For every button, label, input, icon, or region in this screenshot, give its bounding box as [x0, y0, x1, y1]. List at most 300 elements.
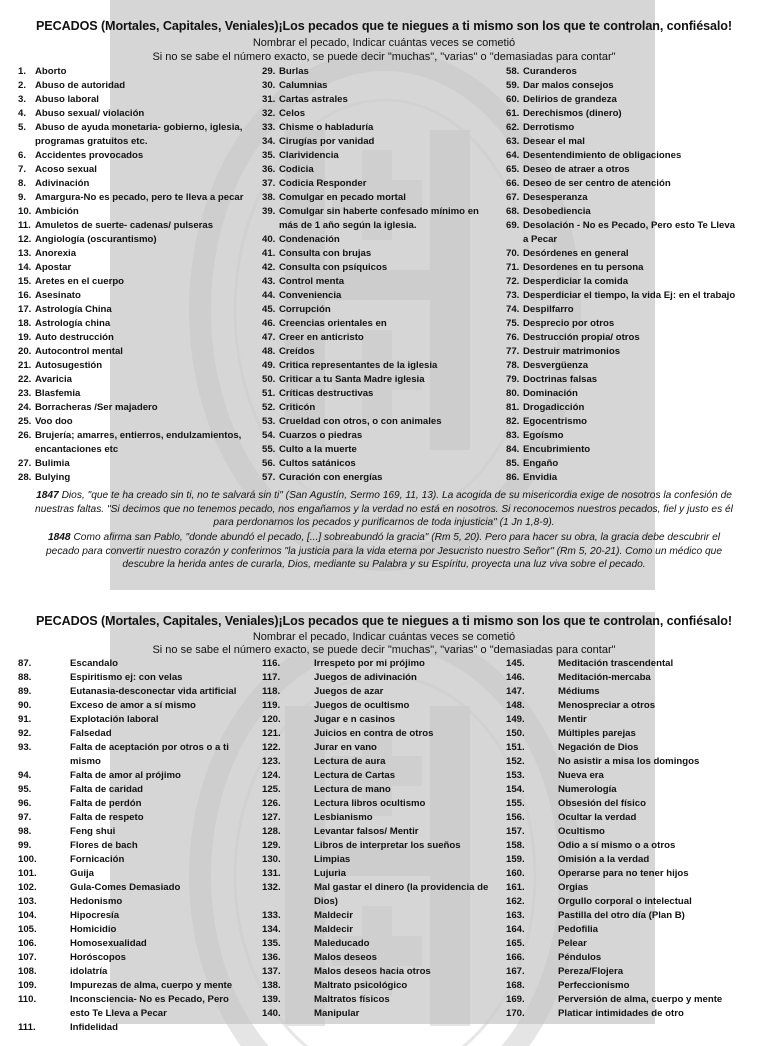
sin-number: 136.	[262, 952, 281, 963]
sin-number: 23.	[18, 388, 32, 399]
sin-number: 100.	[18, 854, 37, 865]
sin-list-item	[262, 923, 502, 937]
sin-label: Libros de interpretar los sueños	[314, 840, 461, 851]
sin-label: Pedofilia	[558, 924, 598, 935]
sin-list-item	[262, 671, 502, 685]
sin-list-item	[506, 993, 746, 1007]
sin-number: 29.	[262, 66, 276, 77]
sin-list-item	[262, 387, 497, 401]
sin-label: Péndulos	[558, 952, 602, 963]
sin-list-item	[262, 289, 497, 303]
sin-label: Burlas	[279, 66, 309, 77]
sin-number: 5.	[18, 122, 27, 133]
sin-label: Conveniencia	[279, 290, 342, 301]
sin-list-item	[506, 937, 746, 951]
sin-list-item	[18, 923, 243, 937]
sin-list-item	[262, 713, 502, 727]
sin-list-item	[262, 699, 502, 713]
sin-number: 133.	[262, 910, 281, 921]
sin-number: 78.	[506, 360, 520, 371]
sin-list-item	[262, 853, 502, 867]
sin-number: 132.	[262, 882, 281, 893]
sin-label: Maltratos físicos	[314, 994, 390, 1005]
sin-label: Juegos de ocultismo	[314, 700, 410, 711]
sin-list-item	[506, 671, 746, 685]
sin-label: Critica representantes de la iglesia	[279, 360, 438, 371]
sin-label: Hedonismo	[70, 896, 123, 907]
sin-label: Desear el mal	[523, 136, 585, 147]
sin-label: Acoso sexual	[35, 164, 97, 175]
sin-label: Maltrato psicológico	[314, 980, 408, 991]
sin-list-item	[18, 289, 246, 303]
sin-list-item	[262, 783, 502, 797]
sin-label: Abuso sexual/ violación	[35, 108, 145, 119]
sin-label: Falta de amor al prójimo	[70, 770, 181, 781]
sin-label: Autocontrol mental	[35, 346, 123, 357]
sin-list-item	[506, 853, 746, 867]
sin-label: Eutanasia-desconectar vida artificial	[70, 686, 237, 697]
sin-list-item	[262, 867, 502, 881]
page-subtitle-instructions: Nombrar el pecado, Indicar cuántas veces se cometió	[252, 631, 516, 643]
sin-label: Envidia	[523, 472, 558, 483]
sin-label: Omisión a la verdad	[558, 854, 650, 865]
sin-number: 53.	[262, 416, 276, 427]
sin-number: 93.	[18, 742, 32, 753]
sin-list-item	[262, 93, 497, 107]
sin-label: Falta de perdón	[70, 798, 142, 809]
sin-label: Exceso de amor a sí mismo	[70, 700, 196, 711]
sin-number: 70.	[506, 248, 520, 259]
sin-label: Celos	[279, 108, 306, 119]
sin-number: 10.	[18, 206, 32, 217]
sin-list-item	[506, 149, 741, 163]
sin-list-item	[506, 951, 746, 965]
sin-number: 20.	[18, 346, 32, 357]
sin-list-item	[18, 769, 243, 783]
sin-list-item	[18, 415, 246, 429]
sin-list-item	[506, 755, 746, 769]
sin-list-column-2	[262, 65, 497, 485]
sin-label: Lectura libros ocultismo	[314, 798, 426, 809]
sin-list-item	[18, 331, 246, 345]
sin-number: 30.	[262, 80, 276, 91]
sin-list-item	[262, 797, 502, 811]
sin-list-item	[262, 965, 502, 979]
sin-number: 116.	[262, 658, 281, 669]
sin-label: Desobediencia	[523, 206, 591, 217]
sin-list-item	[262, 317, 497, 331]
sin-number: 166.	[506, 952, 525, 963]
sin-number: 108.	[18, 966, 37, 977]
sin-number: 54.	[262, 430, 276, 441]
sin-number: 102.	[18, 882, 37, 893]
sin-label: Juegos de adivinación	[314, 672, 417, 683]
sin-label: Explotación laboral	[70, 714, 159, 725]
sin-number: 72.	[506, 276, 520, 287]
sin-list-item	[506, 331, 741, 345]
sin-label: Pastilla del otro día (Plan B)	[558, 910, 685, 921]
sin-number: 89.	[18, 686, 32, 697]
sin-list-item	[506, 345, 741, 359]
sin-list-item	[262, 727, 502, 741]
sin-label: Médiums	[558, 686, 600, 697]
sin-number: 99.	[18, 840, 32, 851]
catechism-text: Como afirma san Pablo, "donde abundó el pecado, [...] sobreabundó la gracia" (Rm 5, 20). Pero para hacer su obra, la gracia debe descubrir el pecado para convertir nuestro corazón y conferirnos "la justicia para la vida eterna por Jesucristo nuestro Señor" (Rm 5, 20-21). Como un médico que descubre la herida antes de curarla, Dios, mediante su Palabra y su Espíritu, proyecta una luz viva sobre el pecado.	[46, 532, 722, 571]
sin-label: Culto a la muerte	[279, 444, 357, 455]
sin-label: Orgullo corporal o intelectual	[558, 896, 692, 907]
sin-list-column-3	[506, 657, 746, 1021]
sin-list-item	[18, 685, 243, 699]
sin-label: Abuso laboral	[35, 94, 99, 105]
sin-list-column-3	[506, 65, 741, 485]
sin-number: 124.	[262, 770, 281, 781]
sin-number: 154.	[506, 784, 525, 795]
sin-list-item	[262, 401, 497, 415]
sin-number: 167.	[506, 966, 525, 977]
sin-number: 109.	[18, 980, 37, 991]
sin-number: 156.	[506, 812, 525, 823]
sin-list-item	[506, 825, 746, 839]
sin-number: 103.	[18, 896, 37, 907]
sin-number: 152.	[506, 756, 525, 767]
sin-number: 50.	[262, 374, 276, 385]
sin-list-item	[18, 727, 243, 741]
sin-number: 150.	[506, 728, 525, 739]
sin-list-item	[18, 303, 246, 317]
sin-list-item	[506, 387, 741, 401]
sin-list-item	[262, 163, 497, 177]
sin-label: Lectura de aura	[314, 756, 386, 767]
sin-label: Meditación trascendental	[558, 658, 674, 669]
sin-number: 59.	[506, 80, 520, 91]
sin-number: 67.	[506, 192, 520, 203]
sin-list-item	[506, 93, 741, 107]
sin-label: Homicidio	[70, 924, 117, 935]
sin-number: 65.	[506, 164, 520, 175]
sin-label: Anorexia	[35, 248, 77, 259]
sin-label: Gula-Comes Demasiado	[70, 882, 181, 893]
sin-list-item	[506, 373, 741, 387]
sin-number: 49.	[262, 360, 276, 371]
sin-list-item	[262, 457, 497, 471]
sin-number: 135.	[262, 938, 281, 949]
sin-number: 64.	[506, 150, 520, 161]
sin-label: idolatría	[70, 966, 108, 977]
sin-label: Maldecir	[314, 924, 353, 935]
sin-label: Drogadicción	[523, 402, 585, 413]
sin-label: Limpias	[314, 854, 351, 865]
page-title: PECADOS (Mortales, Capitales, Veniales)¡Los pecados que te niegues a ti mismo son los que te controlan, confiésalo!	[35, 19, 732, 33]
sin-number: 56.	[262, 458, 276, 469]
sin-number: 122.	[262, 742, 281, 753]
sin-number: 106.	[18, 938, 37, 949]
sin-number: 7.	[18, 164, 27, 175]
sin-list-item	[262, 233, 497, 247]
sin-number: 137.	[262, 966, 281, 977]
sin-list-item	[18, 657, 243, 671]
sin-label: Desordenes en tu persona	[523, 262, 644, 273]
sin-list-item	[262, 839, 502, 853]
sin-label: Cartas astrales	[279, 94, 348, 105]
sin-label: Críticas destructivas	[279, 388, 374, 399]
sin-list-item	[506, 867, 746, 881]
sin-list-item	[262, 769, 502, 783]
sin-list-item	[262, 121, 497, 135]
sin-number: 51.	[262, 388, 276, 399]
sin-number: 32.	[262, 108, 276, 119]
sin-number: 95.	[18, 784, 32, 795]
sin-label: Negación de Dios	[558, 742, 639, 753]
sin-number: 129.	[262, 840, 281, 851]
sin-number: 28.	[18, 472, 32, 483]
sin-list-item	[506, 713, 746, 727]
sin-list-item	[18, 359, 246, 373]
sin-list-item	[506, 769, 746, 783]
sin-number: 96.	[18, 798, 32, 809]
sin-number: 118.	[262, 686, 281, 697]
sin-number: 76.	[506, 332, 520, 343]
sin-list-item	[262, 685, 502, 699]
sin-number: 128.	[262, 826, 281, 837]
sin-number: 15.	[18, 276, 32, 287]
sin-label: Voo doo	[35, 416, 73, 427]
sin-number: 36.	[262, 164, 276, 175]
sin-list-item	[262, 993, 502, 1007]
sin-label: Orgias	[558, 882, 589, 893]
sin-number: 88.	[18, 672, 32, 683]
sin-label: Desesperanza	[523, 192, 588, 203]
sin-list-item	[262, 303, 497, 317]
sin-label: Engaño	[523, 458, 559, 469]
sin-number: 151.	[506, 742, 525, 753]
sin-number: 169.	[506, 994, 525, 1005]
sin-number: 90.	[18, 700, 32, 711]
catechism-note-1847	[30, 489, 738, 530]
sin-list-item	[262, 191, 497, 205]
sin-label: Guija	[70, 868, 94, 879]
sin-number: 92.	[18, 728, 32, 739]
sin-label: Hipocresía	[70, 910, 120, 921]
sin-label: Jugar e n casinos	[314, 714, 396, 725]
sin-number: 134.	[262, 924, 281, 935]
sin-number: 26.	[18, 430, 32, 441]
sin-number: 46.	[262, 318, 276, 329]
sin-label: Brujería; amarres, entierros, endulzamientos, encantaciones etc	[35, 430, 242, 455]
sin-list-item	[18, 149, 246, 163]
sin-number: 57.	[262, 472, 276, 483]
sin-list-item	[262, 443, 497, 457]
sin-label: Comulgar en pecado mortal	[279, 192, 406, 203]
sin-list-item	[18, 937, 243, 951]
sin-list-item	[262, 345, 497, 359]
sin-list-item	[18, 825, 243, 839]
sin-number: 119.	[262, 700, 281, 711]
sin-number: 84.	[506, 444, 520, 455]
sin-number: 170.	[506, 1008, 525, 1019]
sin-label: Codicia Responder	[279, 178, 367, 189]
sin-number: 3.	[18, 94, 27, 105]
sin-list-item	[506, 895, 746, 909]
sin-number: 13.	[18, 248, 32, 259]
sin-number: 97.	[18, 812, 32, 823]
sin-label: Mentir	[558, 714, 587, 725]
sin-list-item	[506, 923, 746, 937]
sin-label: Calumnias	[279, 80, 328, 91]
sin-list-item	[18, 699, 243, 713]
sin-list-item	[18, 387, 246, 401]
sin-label: Clarividencia	[279, 150, 339, 161]
sin-list-column-2	[262, 657, 502, 1021]
sin-number: 147.	[506, 686, 525, 697]
sin-number: 62.	[506, 122, 520, 133]
sin-number: 75.	[506, 318, 520, 329]
sin-list-item	[18, 191, 246, 205]
sin-list-item	[18, 1021, 243, 1035]
sin-label: Levantar falsos/ Mentir	[314, 826, 419, 837]
sin-number: 120.	[262, 714, 281, 725]
sin-number: 37.	[262, 178, 276, 189]
sin-list-item	[262, 373, 497, 387]
sin-label: Perversión de alma, cuerpo y mente	[558, 994, 723, 1005]
sin-label: Cirugías por vanidad	[279, 136, 375, 147]
sin-list-item	[506, 979, 746, 993]
sin-list-item	[506, 65, 741, 79]
sin-list-item	[506, 471, 741, 485]
sin-list-item	[506, 359, 741, 373]
sin-label: Manipular	[314, 1008, 360, 1019]
sin-label: Nueva era	[558, 770, 604, 781]
sin-list-item	[262, 261, 497, 275]
sin-list-item	[18, 429, 246, 457]
sin-label: Juegos de azar	[314, 686, 384, 697]
sin-label: Asesinato	[35, 290, 81, 301]
sin-label: Borracheras /Ser majadero	[35, 402, 158, 413]
sin-number: 161.	[506, 882, 525, 893]
sin-label: Derechismos (dinero)	[523, 108, 622, 119]
sin-list-item	[262, 429, 497, 443]
sin-label: Malos deseos hacia otros	[314, 966, 431, 977]
sin-label: Accidentes provocados	[35, 150, 144, 161]
sin-list-item	[262, 951, 502, 965]
sin-number: 86.	[506, 472, 520, 483]
sin-list-item	[506, 219, 741, 247]
sin-number: 123.	[262, 756, 281, 767]
sin-list-item	[506, 811, 746, 825]
sin-number: 1.	[18, 66, 27, 77]
sin-list-item	[18, 783, 243, 797]
sin-number: 38.	[262, 192, 276, 203]
sin-label: Aborto	[35, 66, 67, 77]
sin-number: 9.	[18, 192, 27, 203]
sin-number: 31.	[262, 94, 276, 105]
sin-label: Bulying	[35, 472, 71, 483]
sin-number: 24.	[18, 402, 32, 413]
sin-list-item	[506, 247, 741, 261]
sin-label: Falta de caridad	[70, 784, 144, 795]
sin-number: 63.	[506, 136, 520, 147]
sin-label: Ocultismo	[558, 826, 605, 837]
sin-label: Codicia	[279, 164, 314, 175]
sin-number: 126.	[262, 798, 281, 809]
sin-label: Cuarzos o piedras	[279, 430, 363, 441]
sin-label: Astrología china	[35, 318, 111, 329]
sin-number: 68.	[506, 206, 520, 217]
sin-number: 87.	[18, 658, 32, 669]
sin-number: 168.	[506, 980, 525, 991]
sin-number: 17.	[18, 304, 32, 315]
sin-label: Meditación-mercaba	[558, 672, 651, 683]
sin-list-item	[506, 163, 741, 177]
sin-number: 148.	[506, 700, 525, 711]
sin-number: 60.	[506, 94, 520, 105]
sin-label: Derrotismo	[523, 122, 575, 133]
sin-label: Egoísmo	[523, 430, 564, 441]
sin-list-item	[506, 191, 741, 205]
page-subtitle-instructions: Nombrar el pecado, Indicar cuántas veces se cometió	[252, 37, 516, 49]
sin-label: Obsesión del físico	[558, 798, 646, 809]
sin-label: Lectura de mano	[314, 784, 391, 795]
sin-number: 11.	[18, 220, 31, 231]
sin-label: Autosugestión	[35, 360, 103, 371]
sin-list-item	[18, 797, 243, 811]
sin-list-item	[18, 373, 246, 387]
sin-label: Ambición	[35, 206, 79, 217]
sin-label: Falta de aceptación por otros o a ti mismo	[70, 742, 229, 767]
sin-list-item	[18, 275, 246, 289]
sin-list-item	[262, 881, 502, 909]
sin-label: Desperdiciar el tiempo, la vida Ej: en el trabajo	[523, 290, 736, 301]
sin-number: 131.	[262, 868, 281, 879]
sin-label: Curación con energías	[279, 472, 383, 483]
sin-list-item	[262, 741, 502, 755]
sin-number: 71.	[506, 262, 520, 273]
sin-label: Desentendimiento de obligaciones	[523, 150, 682, 161]
document-page-2	[0, 596, 768, 1033]
sin-number: 66.	[506, 178, 520, 189]
sin-label: Falsedad	[70, 728, 112, 739]
sin-label: Menospreciar a otros	[558, 700, 656, 711]
sin-label: Jurar en vano	[314, 742, 377, 753]
sin-number: 165.	[506, 938, 525, 949]
sin-label: Desvergüenza	[523, 360, 589, 371]
sin-list-item	[18, 261, 246, 275]
sin-label: Consulta con brujas	[279, 248, 372, 259]
sin-number: 82.	[506, 416, 520, 427]
sin-list-item	[18, 93, 246, 107]
sin-number: 14.	[18, 262, 32, 273]
sin-number: 41.	[262, 248, 276, 259]
sin-list-item	[262, 825, 502, 839]
sin-list-item	[18, 895, 243, 909]
sin-list-item	[18, 839, 243, 853]
sin-number: 79.	[506, 374, 520, 385]
sin-list-item	[506, 401, 741, 415]
sin-label: No asistir a misa los domingos	[558, 756, 700, 767]
sin-label: Lujuria	[314, 868, 346, 879]
sin-label: Curanderos	[523, 66, 577, 77]
sin-label: Desolación - No es Pecado, Pero esto Te Lleva a Pecar	[523, 220, 736, 245]
sin-list-item	[18, 65, 246, 79]
sin-list-item	[506, 303, 741, 317]
sin-number: 127.	[262, 812, 281, 823]
sin-number: 40.	[262, 234, 276, 245]
sin-number: 58.	[506, 66, 520, 77]
sin-number: 146.	[506, 672, 525, 683]
sin-list-item	[18, 713, 243, 727]
sin-number: 25.	[18, 416, 32, 427]
sin-label: Encubrimiento	[523, 444, 591, 455]
sin-label: Abuso de autoridad	[35, 80, 126, 91]
